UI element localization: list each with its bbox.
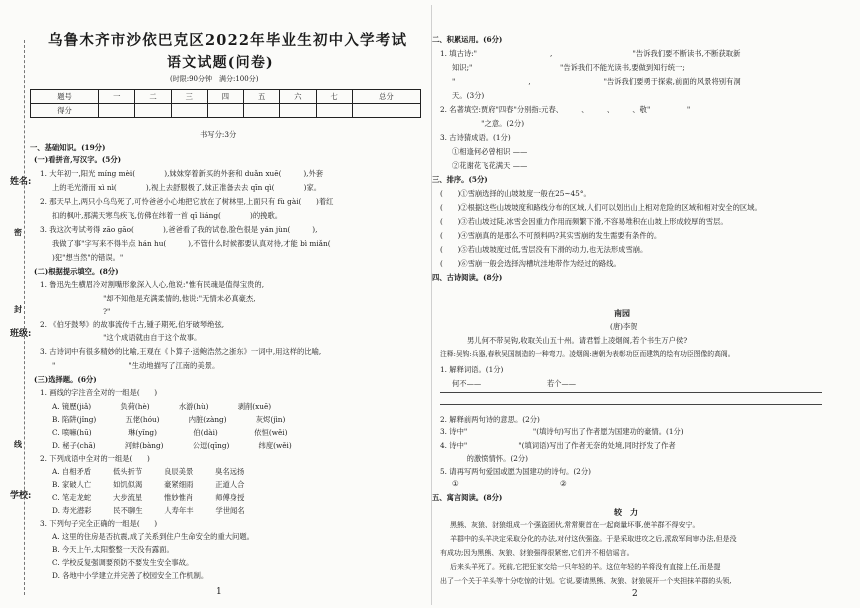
page-number-1: 1 (216, 587, 222, 597)
question-line: ②花谢花飞花满天 —— (452, 161, 528, 170)
score-cell[interactable] (352, 104, 420, 118)
side-label-feng: 封 (14, 304, 22, 314)
answer-line[interactable] (440, 404, 822, 405)
poem-author: (唐)李贺 (610, 322, 638, 331)
question-line: ( )①雪崩选择的山坡坡度一般在25~45°。 (440, 189, 591, 198)
question-line: )犯"想当然"的错误。" (52, 253, 124, 262)
score-cell[interactable] (280, 104, 316, 118)
question-line: 2. 解释前两句诗的意思。(2分) (440, 415, 540, 424)
score-cell[interactable] (135, 104, 171, 118)
question-line: 知识;" "告诉我们不能光读书,要做到知行统一; (452, 63, 685, 72)
question-line: 的激愤情怀。(2分) (452, 454, 529, 463)
section-heading: 四、古诗阅读。(8分) (432, 273, 503, 282)
question-line: 4. 诗中" "(填词语)写出了作者无奈的处境,同时抒发了作者 (440, 441, 676, 450)
score-cell[interactable] (171, 104, 207, 118)
question-line: ( )⑥雪崩一般会选择沟槽坑洼地带作为经过的路线。 (440, 259, 621, 268)
score-cell[interactable] (244, 104, 280, 118)
section5-heading: 五、寓言阅读。(8分) (432, 493, 503, 502)
question-line: C. 喷嘛(hū) 琳(yǐng) 伯(dài) 依恒(wěi) (52, 428, 288, 437)
question-line: 天。(3分) (452, 91, 485, 100)
side-label-mi: 密 (14, 227, 22, 237)
question-line: 2. 《伯牙鼓琴》的故事流传千古,锺子期死,伯牙破琴绝弦, (40, 320, 225, 329)
question-line: C. 学校反复强调要预防不要发生安全事故。 (52, 558, 194, 567)
question-line: 3. 古诗猜成语。(1分) (440, 133, 511, 142)
section-heading: 一、基础知识。(19分) (30, 143, 106, 152)
question-line: 上的毛光滑而 xì nì( ),视上去舒服极了,妹正准备去去 qīn qì( )家。 (52, 183, 322, 192)
question-line: 1. 画线的字注音全对的一组是( ) (40, 388, 158, 397)
side-label-class: 班级: (10, 329, 32, 339)
question-line: 3. 诗中" "(填诗句)写出了作者愿为国建功的豪情。(1分) (440, 427, 684, 436)
score-table-score-row (31, 104, 421, 118)
story-line: 黑熊、灰狼、豺狼组成一个强盗团伙,常常聚首在一起商量坏事,使羊群不得安宁。 (450, 521, 700, 529)
question-line: ①相逢何必曾相识 —— (452, 147, 528, 156)
question-line: "这个成语就由自于这个故事。 (52, 333, 202, 342)
score-cell[interactable] (207, 104, 243, 118)
question-line: "之意。(2分) (452, 119, 525, 128)
score-table (30, 89, 421, 118)
score-table-header: 题号 (31, 90, 99, 104)
question-line: A. 自相矛盾 低头折节 良辰美景 臭名远扬 (52, 467, 245, 476)
section-heading: 三、排序。(5分) (432, 175, 488, 184)
score-table-header: 二 (135, 90, 171, 104)
question-line: ?" (52, 307, 111, 316)
question-line: 2. 那天早上,两只小乌鸟死了,可怜爸爸小心地把它放在了树林里,上面只有 fù gài( )着红 (40, 197, 334, 206)
section-heading: (一)看拼音,写汉字。(5分) (34, 155, 122, 164)
page-divider (431, 5, 432, 605)
question-line: 3. 下列句子完全正确的一组是( ) (40, 519, 158, 528)
section-heading: (三)选择题。(6分) (34, 375, 97, 384)
score-cell[interactable] (99, 104, 135, 118)
score-table-header: 一 (99, 90, 135, 104)
question-line: 2. 名著填空:贾府"四春"分别指:元春、 、 、 、敬" " (440, 105, 691, 114)
binding-line (24, 40, 25, 595)
question-line: ( )⑤若山坡坡度过低,雪层没有下滑的动力,也无法形成雪崩。 (440, 245, 648, 254)
question-line: D. 秘子(chā) 河蚌(bàng) 公逗(qīng) 纬度(wěi) (52, 441, 292, 450)
question-line: 扣的枫叶,那满天寒鸟疾飞,仿佛在纬着一首 qī liáng( )的挽歌。 (52, 211, 283, 220)
question-line: 3. 古诗词中有很多精妙的比喻,王观在《卜算子·送鲍浩然之浙东》一词中,用这样的比喻, (40, 347, 322, 356)
question-line: C. 笔走龙蛇 大步流星 惟妙惟肖 师傅身授 (52, 493, 245, 502)
question-line: ② (560, 479, 567, 488)
question-line: ( )③若山坡过陡,冰雪会因重力作用而频繁下滑,不容易堆积在山坡上形成较厚的雪层。 (440, 217, 728, 226)
question-line: 1. 填古诗:" , "告诉我们要不断读书,不断获取新 (440, 49, 741, 58)
question-line: B. 今天上午,太阳整整一天没有露面。 (52, 545, 174, 554)
question-line: A. 镜歷(jiǎ) 负荷(hè) 水游(hù) 剥削(xuē) (52, 402, 272, 411)
side-label-name: 姓名: (10, 177, 32, 187)
side-label-xian: 线 (14, 439, 22, 449)
question-line: D. 寿光潜彩 民不聊生 人寿年丰 学世闻名 (52, 506, 245, 515)
time-info: (时限:90分钟 满分:100分) (170, 75, 259, 83)
poem-text: 男儿何不带吴钩,收取关山五十州。请君暂上凌烟阁,若个书生万户侯? (467, 336, 688, 345)
poem-title: 南园 (614, 308, 630, 318)
section-heading: 二、积累运用。(6分) (432, 35, 503, 44)
question-line: 我做了事"字写来不得半点 hán hu( ),不管什么时候都要认真对待,才能 bì miǎn( (52, 239, 353, 248)
exam-subtitle: 语文试题(问卷) (167, 55, 274, 71)
question-line: 1. 解释词语。(1分) (440, 365, 504, 374)
story-line: 有成功;因为黑熊、灰狼、豺狼强得很紧密,它们并不相信谣言。 (440, 549, 634, 557)
question-line: A. 这里的住房是否抗震,成了关系到住户生命安全的重大问题。 (52, 532, 254, 541)
story-title: 较 力 (614, 507, 638, 517)
writing-score: 书写分:3分 (200, 130, 237, 139)
poem-note: 注释:吴钩:兵器,春秋吴国制造的一种弯刀。凌烟阁:唐朝为表彰功臣而建筑的绘有功臣图像的高阁。 (440, 350, 735, 358)
question-line: " , "告诉我们要勇于探索,前面的风景将别有洞 (452, 77, 741, 86)
question-line: "却不知他是充满柔情的,他说:"无情未必真豪杰, (52, 294, 256, 303)
question-line: D. 各地中小学建立并完善了校园安全工作机制。 (52, 571, 209, 580)
score-table-header: 三 (171, 90, 207, 104)
question-line: 2. 下列成语中全对的一组是( ) (40, 454, 150, 463)
question-line: 1. 大年初一,阳光 míng mèi( ),妹妹穿着新买的外套和 duǎn xuē( ),外套 (40, 169, 324, 178)
score-table-header: 四 (207, 90, 243, 104)
score-cell[interactable] (316, 104, 352, 118)
question-line: B. 陷阱(jǐng) 五佬(hóu) 内脏(zàng) 灰烬(jìn) (52, 415, 286, 424)
question-line: 3. 我这次考试考得 zāo gāo( ),爸爸看了我的试卷,脸色很是 yán jùn( ), (40, 225, 318, 234)
question-line: ① (452, 479, 459, 488)
score-table-header: 六 (280, 90, 316, 104)
side-label-school: 学校: (10, 491, 32, 501)
question-line: ( )④雪崩真的是那么不可预料吗?其实雪崩的发生需要有条件的。 (440, 231, 662, 240)
exam-title: 乌鲁木齐市沙依巴克区2022年毕业生初中入学考试 (48, 32, 408, 49)
section-heading: (二)根据提示填空。(8分) (34, 267, 119, 276)
score-row-label: 得分 (31, 104, 99, 118)
question-line: 1. 鲁迅先生横眉冷对割嘴形象深入人心,他说:"惟有民魂是值得宝贵的, (40, 280, 265, 289)
score-table-header: 总分 (352, 90, 420, 104)
question-line: " "生动地描写了江南的美景。 (52, 361, 220, 370)
story-line: 后来头羊死了。死前,它把狂家交给一只年轻的羊。这位年轻的羊将没有直接上任,而是提 (450, 563, 721, 571)
score-table-header: 五 (244, 90, 280, 104)
story-line: 羊群中的头羊决定采取分化的办法,对付这伙强盗。于是采取进攻之后,派敌军间审办法,但是没 (450, 535, 737, 543)
score-table-header: 七 (316, 90, 352, 104)
question-line: B. 家破人亡 如饥似渴 豪紧细雨 正道人合 (52, 480, 245, 489)
question-line: ( )②根据这些山坡坡度和路线分布的区域,人们可以划出山上相对危险的区域和相对安全的区域。 (440, 203, 762, 212)
story-line: 出了一个关于羊头等十分吃惊的计划。它说,要请黑熊、灰狼、豺狼展开一个夹担抹羊群的头领, (440, 577, 732, 585)
question-line: 何不—— 若个—— (452, 379, 577, 388)
answer-line[interactable] (440, 392, 822, 393)
page-number-2: 2 (632, 589, 638, 599)
question-line: 5. 请再写两句爱国或愿为国建功的诗句。(2分) (440, 467, 591, 476)
score-table-header-row (31, 90, 421, 104)
